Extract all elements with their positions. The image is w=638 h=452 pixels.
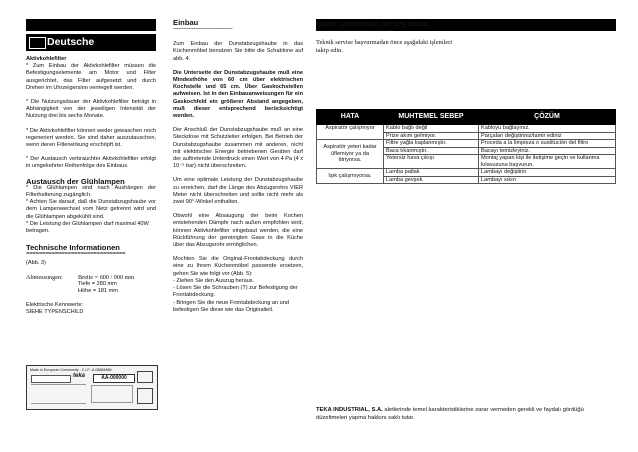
table-cell: Filtre yağla kaplanmıştır.: [384, 140, 479, 148]
label-made-in: Made in European Community - C.I.F.: A-08884866: [30, 368, 112, 372]
table-cell: Montaj yapan kişi ile iletişime geçin ve kullanma kılavuzuna başvurun.: [479, 155, 616, 169]
lamp-paragraph-3: * Die Leistung der Glühlampen darf maximal 40W betragen.: [26, 220, 149, 235]
language-banner: [26, 34, 156, 51]
gluehlampen-title: Austausch der Glühlampen: [26, 176, 125, 186]
table-cell: Lambayı değiştirin: [479, 169, 616, 177]
einbau-paragraph-2: Die Unterseite der Dunstabzugshaube muß eine Mindesthöhe von 60 cm über elektrischen Kochstelle und 65 cm. Über Gaskochstellen aufweisen. Ist in den Einbauanweisungen für ein Gaskochfeld ein größerer Abstand angegeben, muß dieser entsprechend berücksichtigt werden.: [173, 69, 303, 120]
troubleshoot-title: Şayet çalışmayan bir şey varsa: [316, 19, 428, 28]
table-cell: Kabloyu bağlayınız.: [479, 125, 616, 133]
hata-light: Işık çalışmıyorsa.: [317, 169, 384, 184]
abmessungen-label: Abmessungen:: [26, 273, 63, 281]
elektrische-label: Elektrische Kennwerte:: [26, 302, 84, 309]
label-model-box: [31, 375, 71, 383]
label-barcode-area: [91, 385, 133, 403]
aktivkohlefilter-title: Aktivkohlefilter: [26, 56, 67, 62]
einbau-paragraph-1: Zum Einbau der Dunstabzugshaube in das Küchenmöbel benutzen Sie bitte die Schablone auf abb. 4.: [173, 41, 303, 62]
label-specs-lines: [31, 384, 86, 404]
hata-not-working: Aspiratör çalışmıyor: [317, 125, 384, 140]
einbau-step-2: - Lösen Sie die Schrauben (T) zur Befestigung der Frontabdeckung.: [173, 285, 298, 299]
table-cell: Lamba gevşek: [384, 176, 479, 184]
table-cell: Baca tıkanmıştır.: [384, 147, 479, 155]
filter-paragraph-3: * Die Aktivkohlefilter können weder gewaschen noch regeneriert werden. Sie sind daher auszutauschen, wenn deren Filterwirkung erschöpft ist.: [26, 127, 156, 149]
einbau-paragraph-4: Um eine optimale Leistung der Dunstabzugshaube zu erreichen, darf die Länge des Abzugsrohrs VIER Meter nicht überschreiten und sollte nicht mehr als zwei 90°-Winkel enthalten.: [173, 177, 303, 206]
einbau-paragraph-6: Mochten Sie die Original-Frontabdeckung durch eine zu Ihrem Küchenmöbel passende ersetzen, gehen Sie wie folgt vor (Abb. 5):: [173, 256, 303, 277]
einbau-paragraph-3: Der Anschluß der Dunstabzugshaube muß an eine Steckdose mit Schutzleiter erfolgen. Bei Betrieb der Dunstabzugshaube zusammen mit anderen, nicht mit elektrischer Energie betriebenen Geräten darf der auftretende Unterdruck einen Wert von 4 Pa (4 x 10⁻⁵ bar) nicht überschreiten.: [173, 127, 303, 170]
table-cell: Kablo bağlı değil: [384, 125, 479, 133]
einbau-title: Einbau: [173, 18, 199, 27]
troubleshoot-underline: ========================: [316, 28, 393, 34]
table-cell: Bacayı temizleyiniz.: [479, 147, 616, 155]
language-label: Deutsche: [47, 36, 95, 48]
right-column: [316, 19, 616, 55]
table-cell: Prize akım gelmiyor.: [384, 132, 479, 140]
table-cell: Lamba patlak: [384, 169, 479, 177]
ce-mark-icon: [137, 371, 153, 383]
lamp-paragraph-1: * Die Glühlampen sind nach Aushängen der Filterhalterung zugänglich.: [26, 184, 156, 199]
middle-column: [173, 19, 303, 314]
einbau-step-3: - Bringen Sie die neue Frontabdeckung an und befestigen Sie diese wie das Originalteil.: [173, 299, 289, 313]
einbau-step-1: - Ziehen Sie den Auszug heraus.: [173, 277, 255, 284]
lamp-paragraph-2: * Achten Sie darauf, daß die Dunstabzugshaube vor dem Lampenwechsel vom Netz getrennt wird und die Glühlampen abgekühlt sind.: [26, 199, 156, 220]
siehe-typenschild: SIEHE TYPENSCHILD: [26, 309, 84, 316]
hata-weak-airflow: Aspiratör yeteri kadar ûflemiyor ya da titriyorsa.: [317, 140, 384, 169]
einbau-paragraph-5: Obwohl eine Absaugung der beim Kochen entstehenden Dämpfe nach außen empfohlen wird, können Aktivkohlefilter eingebaut werden, die eine Rückführung der gereinigten Gase in die Küche über das Abzugsrohr ermöglichen.: [173, 213, 303, 249]
filter-paragraph-1: * Zum Einbau der Aktivkohlefilter müssen die Befestigungselemente am Motor und Filter ausgerichtet, das Filter aufgesetzt und durch Drehen im Uhrzeigersinn verriegelt werden.: [26, 63, 156, 91]
flag-box-icon: [29, 37, 46, 49]
teka-footer-company: TEKA INDUSTRIAL, S.A.: [316, 407, 383, 413]
teka-footer-text: aletlerinde temel karakteristiklerine zarar vermeden gerekli ve faydalı gördüğü düzeltmeleri yapma hakkını saklı tutar.: [316, 407, 584, 421]
header-bar-left: [26, 19, 156, 31]
filter-paragraph-2: * Die Nutzungsdauer der Aktivkohlefilter beträgt in Abhängigkeit von der jeweiligen Intensität der Nutzung drei bis sechs Monate.: [26, 99, 156, 120]
table-cell: Yetersiz hava çıkışı: [384, 155, 479, 169]
abb-ref: (Abb. 3): [26, 260, 46, 267]
breite-value: Breite = 600 / 900 mm: [78, 273, 135, 281]
table-cell: Lambayı sıkın: [479, 176, 616, 184]
tech-underline: ===============================: [26, 251, 126, 258]
table-cell: Parçaları değiştiriniz/tamir ediniz: [479, 132, 616, 140]
einbau-underline: -----------------------------------: [173, 26, 233, 33]
rating-label-plate: [26, 365, 158, 410]
tiefe-value: Tiefe = 280 mm: [78, 280, 117, 287]
label-brand: teka: [73, 373, 86, 379]
header-hata: HATA: [317, 110, 384, 125]
filter-paragraph-4: * Der Austausch verbrauchter Aktivkohlefilter erfolgt in umgekehrter Reihenfolge des Einbaus.: [26, 156, 156, 170]
header-sebep: MUHTEMEL SEBEP: [384, 110, 479, 125]
table-cell: Proceda a la limpieza o sustitución del filtro: [479, 140, 616, 148]
label-code: AA-000000: [93, 374, 135, 383]
teka-footer: [316, 406, 616, 422]
troubleshoot-table: [316, 109, 616, 184]
troubleshoot-intro: Teknik servise başvurmadan önce aşağıdaki işlemleri takip edin.: [316, 39, 453, 54]
left-column: [26, 56, 156, 317]
tech-title: Technische Informationen: [26, 243, 120, 253]
weee-bin-icon: [137, 388, 153, 404]
header-cozum: ÇÖZÜM: [479, 110, 616, 125]
hoehe-value: Höhe = 181 mm: [78, 288, 118, 295]
